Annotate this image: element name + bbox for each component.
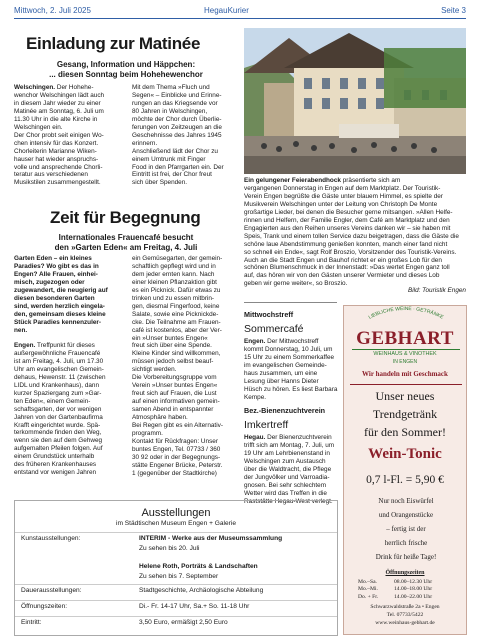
text-line: entstand vor wenigen Jahren [14, 469, 97, 477]
text-line: Der Chor probt seit einigen Wo- [14, 131, 104, 139]
text-line: der Jungvölker und Varroadia- [244, 473, 330, 481]
matinee-column-1 [14, 84, 124, 187]
ad-desc-line: herrlich frische [384, 539, 428, 547]
text-line: schönen Blumenschmuck in der Innenstadt: »Das wertet Engen ganz toll [244, 264, 450, 272]
ad-website[interactable]: www.weinhaus-gebhart.de [375, 620, 435, 626]
ad-desc-line: Drink für heiße Tage! [375, 553, 437, 561]
text-line: Jahren von der Gartenbaufirma [14, 413, 103, 421]
text-line: Die Vorbereitungsgruppe vom [132, 374, 217, 382]
ad-headline-2: Trendgetränk [372, 407, 438, 421]
text-line: freut sich über eine Spende. [132, 342, 212, 350]
text-line: den, gemeinsam dieses kleine [14, 310, 106, 318]
text-line: Kempe. [244, 393, 267, 401]
photo-credit: Bild: Touristik Engen [407, 287, 466, 294]
hours-row [358, 579, 458, 586]
text-line: Engen? Alle Frauen, einhei- [14, 270, 98, 278]
bienen-tag: Bez.-Bienenzuchtverein [244, 406, 326, 415]
text-line: 80 Jahren in Welschingen, [132, 107, 208, 115]
text-line: Paradies? Wo gibt es das in [14, 262, 99, 270]
hours-time: 14.00–18.00 Uhr [394, 586, 433, 593]
text-line: Salate, sowie eine Picknickde- [132, 310, 219, 318]
ad-desc-line: – fertig ist der [386, 525, 426, 533]
text-line: cke. Die Teilnahme am Frauen- [132, 318, 221, 326]
text-line: Speis, Trank und einem tollen Service dazu beigetragen, dass die Gäste die [244, 232, 459, 240]
text-line: 15 Uhr zu einem Sommerkaffee [244, 353, 335, 361]
text-line: freut sich auf Frauen, die Lust [132, 390, 217, 398]
ad-desc-line: Nur noch Eiswürfel [378, 497, 434, 505]
hours-days: Mo.–Sa. [358, 579, 377, 585]
text-line: schöne laue Abendstimmung genießen konnten, manch einer fand nicht [244, 240, 448, 248]
text-line: Matinée am Sonntag, 6. Juli um [14, 107, 104, 115]
exhibitions-title: Ausstellungen [141, 507, 211, 519]
brand-place: IN ENGEN [392, 359, 418, 365]
brand-subtitle: WEINHAUS & VINOTHEK [373, 351, 437, 357]
text-line: müssen jedoch selbst beauf- [132, 358, 214, 366]
text-line: über die Waldtracht, die Pflege [244, 465, 332, 473]
text-line: Musikstilen zusammengestellt. [14, 179, 101, 187]
text-line: Engen. Der Mittwochstreff [244, 338, 319, 345]
text-line: erinnern. [132, 139, 158, 147]
text-line: möchte der Chor durch Überlie- [132, 115, 222, 123]
text-line: auf, das hören wir von den Gästen unserer Vermieter und dieses Lob [244, 272, 440, 280]
text-line: Uhr am evangelischen Gemein- [14, 365, 104, 373]
text-line: 11.30 Uhr in die alte Kirche in [14, 115, 98, 123]
text-line: einem Grundstück unterhalb [14, 453, 95, 461]
hours-time: 14.00–22.00 Uhr [394, 593, 433, 600]
text-line: es ein Picknick. Dafür etwas zu [132, 286, 221, 294]
ad-description [344, 494, 468, 564]
exhibition-value: INTERIM - Werke aus der Museumssammlung [139, 535, 283, 542]
text-line: Auch an die Stadt Engen und Bauhof richtet er ein großes Lob für den [244, 256, 442, 264]
bienen-title: Imkertreff [244, 419, 289, 431]
text-line: Food in den Pfarrgarten ein. Der [132, 163, 224, 171]
text-line: trifft sich am Montag, 7. Juli, um [244, 441, 335, 449]
matinee-subhead-line-1: Gesang, Information und Häppchen: [56, 60, 196, 69]
begegnung-column-2 [132, 255, 240, 478]
text-line: in diesem Jahr wieder zu einer [14, 99, 101, 107]
exhibition-label: Dauerausstellungen: [21, 587, 82, 594]
text-line: stätte Engener Brücke, Peterstr. [132, 461, 223, 469]
ad-headline-3: für den Sommer! [364, 425, 446, 439]
text-line: des früheren Krankenhauses [14, 461, 97, 469]
text-line: ein Gemüsegarten, der gemein- [132, 255, 223, 262]
ad-product: Wein-Tonic [368, 446, 442, 462]
text-line: Engen. Treffpunkt für dieses [14, 342, 95, 349]
begegnung-intro [14, 255, 124, 335]
text-line: großartige Lieder, bei denen die Besucher gerne mitsangen. »Allen Helfe- [244, 208, 453, 216]
mittwochstreff-tag: Mittwochstreff [244, 310, 294, 319]
exhibition-value: Helene Roth, Porträts & Landschaften [139, 563, 258, 570]
exhibition-value: 3,50 Euro, ermäßigt 2,50 Euro [139, 619, 228, 626]
text-line: Hüsch zu hören. Es liest Barbara [244, 385, 338, 393]
hours-row [358, 594, 458, 601]
exhibition-value: Zu sehen bis 7. September [139, 573, 219, 580]
text-line: hauser hat wieder anspruchs- [14, 155, 99, 163]
text-line: nen. [14, 326, 28, 334]
text-line: Geschehnisse des Jahres 1945 [132, 131, 222, 139]
text-line: teratur aus verschiedenen [14, 171, 88, 179]
text-line: rungen an das Kriegsende vor [132, 99, 218, 107]
text-line: auf einen informativen gemein- [132, 398, 220, 406]
text-line: einem Umtrunk mit Finger [132, 155, 206, 163]
text-line: Raststätte Hegau-West verlegt. [244, 497, 333, 505]
ad-price: 0,7 l-Fl. = 5,90 € [366, 474, 444, 486]
text-line: geben wir gerne weiter«, so Broszio. [244, 280, 348, 288]
text-line: trinken und zu essen mitbrin- [132, 294, 215, 302]
matinee-headline: Einladung zur Matinée [26, 34, 201, 53]
text-line: wenn sie den auf dem Gehweg [14, 437, 103, 445]
ad-desc-line: und Orangenstücke [378, 511, 434, 519]
text-line: 30 92 oder in der Begegnungs- [132, 453, 221, 461]
text-line: Verein »Unser buntes Engen« [132, 382, 218, 390]
text-line: haus zusammen, um eine [244, 369, 318, 377]
text-line: Welschingen. Der Hohehe- [14, 84, 94, 91]
exhibition-label: Kunstausstellungen: [21, 535, 81, 542]
text-line: ist am Freitag, 4. Juli, um 17.30 [14, 357, 104, 365]
text-line: schaftsgarten, der vor wenigen [14, 405, 102, 413]
text-line: Segen« – Einblicke und Erinne- [132, 91, 222, 99]
photo-caption [244, 177, 466, 288]
text-line: programm. [132, 429, 163, 437]
row-divider [15, 532, 337, 533]
text-line: kurzer Spaziergang zum »Gar- [14, 389, 102, 397]
ad-rule [350, 384, 462, 385]
text-line: Eintritt ist frei, der Chor freut [132, 171, 212, 179]
text-line: dem jeder ernten kann. Nach [132, 270, 215, 278]
logo-arc-text: LIEBLICHE WEINE · GETRÄNKE [367, 306, 445, 321]
text-line: Atmosphäre haben. [132, 414, 188, 422]
ad-hours [358, 579, 458, 601]
text-line: terkommende finden den Weg, [14, 429, 102, 437]
text-line: Krafft eingerichtet wurde. Spä- [14, 421, 101, 429]
text-line: sind, werden herzlich eingela- [14, 302, 105, 310]
ad-tagline: Wir handeln mit Geschmack [362, 370, 448, 378]
text-line: schaftlich gepflegt wird und in [132, 262, 216, 270]
text-line: Chorleiterin Marianne Wiken- [14, 147, 97, 155]
advertisement-gebhart [343, 305, 467, 635]
brand-rule [352, 349, 460, 350]
begegnung-subhead [14, 233, 238, 252]
exhibition-value: Stadtgeschichte, Archäologische Abteilung [139, 587, 264, 594]
hours-days: Mo.–Mi. [358, 586, 378, 593]
text-line: Musikverein Welschingen unter der Leitung von Christoph De Monte [244, 200, 438, 208]
text-line: kommt Donnerstag, 10 Juli, um [244, 345, 333, 353]
begegnung-column-1 [14, 342, 124, 477]
text-line: 1 (gegenüber der Stadtkirche) [132, 469, 217, 477]
text-line: wenchor Welschingen lädt auch [14, 91, 105, 99]
text-line: Bei Regen gibt es ein Alternativ- [132, 422, 223, 430]
text-line: café ist kostenlos, aber der Ver- [132, 326, 222, 334]
header-page-number: Seite 3 [441, 6, 466, 15]
text-line: Hegau. Der Bienenzuchtverein [244, 434, 332, 441]
exhibition-label: Eintritt: [21, 619, 42, 626]
text-line: gen, diesmal Fingerfood, keine [132, 302, 220, 310]
ad-hours-title: Öffnungszeiten [385, 570, 425, 576]
text-line: 19 Uhr am Lehrbienenstand in [244, 449, 330, 457]
text-line: volle und ansprechende Chorli- [14, 163, 103, 171]
text-line: Verein Engen begrüßte die Gäste unter blauem Himmel, es spielte der [244, 192, 443, 200]
text-line: vergangenen Donnerstag in Engen auf dem Marktplatz. Der Touristik- [244, 184, 441, 192]
text-line: Mit dem Thema »Fluch und [132, 84, 210, 91]
text-line: Welschingen zum Austausch [244, 457, 326, 465]
exhibition-value: Di.- Fr. 14-17 Uhr, Sa.+ So. 11-18 Uhr [139, 603, 250, 610]
photo-illustration [244, 28, 466, 174]
matinee-column-2 [132, 84, 240, 187]
text-line: Kleine Kinder sind willkommen, [132, 350, 221, 358]
text-line: im evangelischen Gemeinde- [244, 361, 327, 369]
text-line: Ein gelungener Feierabendhock präsentierte sich am [244, 177, 401, 184]
text-line: zugewandert, die neugierig auf [14, 286, 108, 294]
text-line: chen intensiv für das Konzert. [14, 139, 99, 147]
text-line: Kontakt für Rückfragen: Unser [132, 437, 218, 445]
divider [244, 302, 337, 303]
text-line: aufgemalten Pfeilen folgen. Auf [14, 445, 103, 453]
photo-marktplatz [244, 28, 466, 174]
text-line: dehaus, Hewenstr. 11 (zwischen [14, 373, 106, 381]
text-line: einer kleinen Pflanzaktion gibt [132, 278, 217, 286]
text-line: ten Eden«, einem Gemein- [14, 397, 91, 405]
text-line: Garten Eden – ein kleines [14, 255, 92, 262]
text-line: so schnell ein Ende«, sagt Rolf Broszio, Vorsitzender des Touristik-Vereins. [244, 248, 457, 256]
exhibitions-subtitle: im Städtischen Museum Engen + Galerie [115, 520, 237, 527]
begegnung-headline: Zeit für Begegnung [50, 208, 201, 227]
text-line: sichtigt werden. [132, 366, 177, 374]
text-line: ferungen von Zeitzeugen an die [132, 123, 222, 131]
text-line: Welschingen ein. [14, 123, 63, 131]
hours-row [358, 586, 458, 593]
matinee-subhead-line-2: ... diesen Sonntag beim Hohehewenchor [49, 69, 203, 79]
text-line: buntes Engen, Tel. 07733 / 360 [132, 445, 221, 453]
hours-time: 08.00–12.30 Uhr [394, 579, 433, 585]
row-divider [15, 616, 337, 617]
hours-days: Do. + Fr. [358, 593, 379, 600]
text-line: außergewöhnliche Frauencafé [14, 349, 101, 357]
text-line: misch, zugezogen oder [14, 278, 85, 286]
row-divider [15, 600, 337, 601]
ad-address: Schwarzwaldstraße 2a • Engen [370, 604, 440, 610]
text-line: Lesung über Hanns Dieter [244, 377, 319, 385]
text-line: diesen besonderen Garten [14, 294, 95, 302]
begegnung-subhead-line-2: den »Garten Eden« am Freitag, 4. Juli [54, 242, 198, 252]
text-line: gnosen. Bei sehr schlechtem [244, 481, 327, 489]
begegnung-subhead-line-1: Internationales Frauencafé besucht [58, 233, 194, 242]
text-line: Stück Paradies kennenzuler- [14, 318, 102, 326]
ad-headline-1: Unser neues [375, 389, 435, 403]
text-line: Wetter wird das Treffen in die [244, 489, 327, 497]
text-line: Engagierten aus den Reihen unseres Vereins danken wir – sie haben mit [244, 224, 451, 232]
row-divider [15, 584, 337, 585]
exhibition-value: Zu sehen bis 20. Juli [139, 545, 200, 552]
brand-name: GEBHART [356, 328, 454, 349]
ad-phone: Tel. 07733/5422 [386, 612, 424, 618]
text-line: sich über Spenden. [132, 179, 188, 187]
header-divider [14, 18, 466, 19]
mittwochstreff-title: Sommercafé [244, 323, 304, 335]
text-line: ein »Unser buntes Engen« [132, 334, 208, 342]
text-line: samen Abend in entspannter [132, 406, 214, 414]
bienen-body [244, 434, 338, 506]
text-line: Anschließend lädt der Chor zu [132, 147, 218, 155]
header-paper-name: HegauKurier [204, 6, 249, 15]
text-line: rinnen und Helfern, der Familie Engler, dem Café am Marktplatz und den [244, 216, 450, 224]
exhibition-label: Öffnungszeiten: [21, 603, 68, 610]
exhibitions-box [14, 497, 338, 636]
text-line: LIDL und Krankenhaus), dann [14, 381, 100, 389]
mittwochstreff-body [244, 338, 338, 402]
matinee-subhead [14, 60, 238, 79]
header-date: Mittwoch, 2. Juli 2025 [14, 6, 91, 15]
